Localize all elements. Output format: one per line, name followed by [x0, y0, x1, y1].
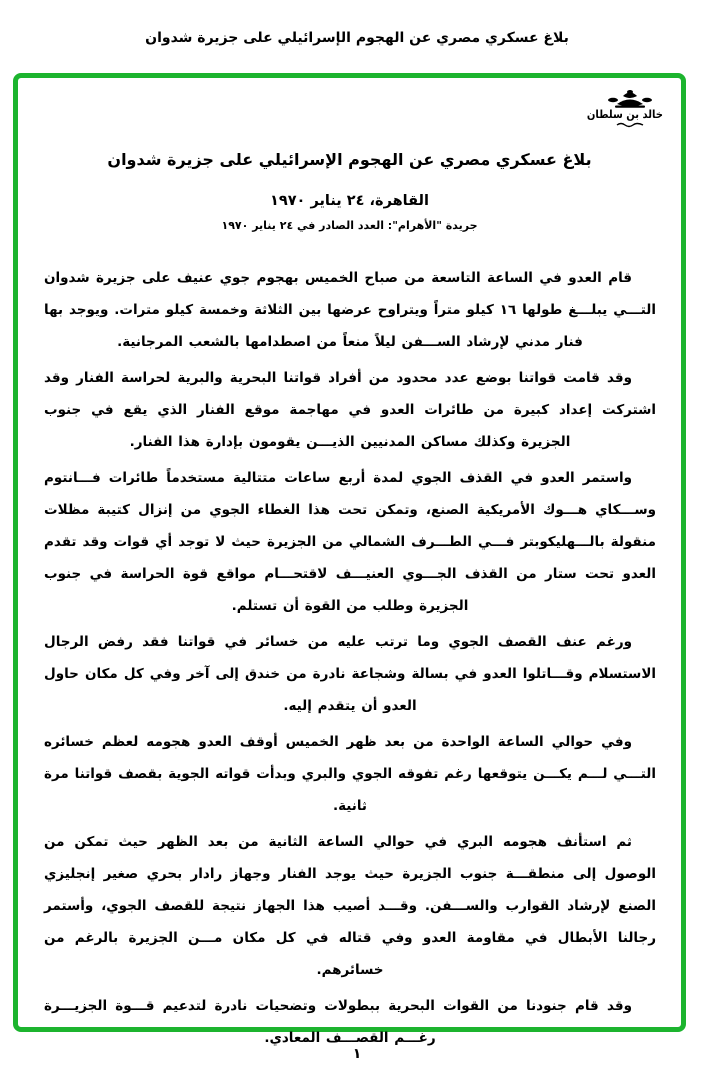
body-paragraph: ثم استأنف هجومه البري في حوالي الساعة الثانية من بعد الظهر حيث تمكن من الوصول إلى منطقـــة جنوب الجزيرة حيث يوجد الفنار وجهاز رادار بحري صغير إنجليزي الصنع لإرشاد القوارب والســـفن. وقـــد أصيب هذا الجهاز نتيجة للقصف الجوي، وأستمر رجالنا الأبطال في مقاومة العدو وفي قتاله في كل مكان مـــن الجزيرة بالرغم من خسائرهم.: [44, 834, 656, 978]
body-paragraph: وقد قامت قواتنا بوضع عدد محدود من أفراد قواتنا البحرية والبرية لحراسة الفنار وقد اشتركت إعداد كبيرة من طائرات العدو في مهاجمة موقع الفنار الذي يقع في جنوب الجزيرة وكذلك مساكن المدنيين الذيـــن يقومون بإدارة هذا الفنار.: [44, 370, 656, 450]
body-paragraph: واستمر العدو في القذف الجوي لمدة أربع ساعات متتالية مستخدماً طائرات فـــانتوم وســـكاي هـــوك الأمريكية الصنع، وتمكن تحت هذا الغطاء الجوي من إنزال كتيبة مظلات منقولة بالـــهليكوبتر فـــي الطـــرف الشمالي من الجزيرة حيث لا توجد أي قوات وقد تقدم العدو تحت ستار من القذف الجـــوي العنيـــف لاقتحـــام مواقع قوة الحراسة في جنوب الجزيرة وطلب من القوة أن تستلم.: [44, 470, 656, 614]
body-paragraph: وقد قام جنودنا من القوات البحرية ببطولات وتضحيات نادرة لتدعيم قـــوة الجزيـــرة رغـــم القصـــف المعادي.: [44, 998, 632, 1046]
body-paragraph: وفي حوالي الساعة الواحدة من بعد ظهر الخميس أوقف العدو هجومه لعظم خسائره التـــي لـــم يكـــن يتوقعها رغم تفوقه الجوي والبري وبدأت قواته الجوية بقصف قواتنا مرة ثانية.: [44, 734, 656, 814]
page-header-title: بلاغ عسكري مصري عن الهجوم الإسرائيلي على جزيرة شدوان: [145, 30, 569, 46]
emblem-name-text: خالد بن سلطان: [586, 109, 663, 122]
emblem-crest-icon: [603, 88, 657, 110]
khaled-bin-sultan-emblem: [586, 88, 663, 128]
document-source-line: جريدة "الأهرام": العدد الصادر في ٢٤ يناير ١٩٧٠: [221, 219, 478, 232]
page-number: ١: [352, 1046, 362, 1062]
document-dateline: القاهرة، ٢٤ يناير ١٩٧٠: [270, 193, 429, 209]
body-paragraph: ورغم عنف القصف الجوي وما ترتب عليه من خسائر في قواتنا فقد رفض الرجال الاستسلام وقـــاتلوا العدو في بسالة وشجاعة نادرة من خندق إلى آخر وفي كل مكان حاول العدو أن يتقدم إليه.: [44, 634, 656, 714]
document-body: [44, 262, 656, 1054]
document-border-frame: [13, 73, 686, 1046]
emblem-subtext-flourish-icon: [615, 122, 645, 128]
body-paragraph: قام العدو في الساعة التاسعة من صباح الخميس بهجوم جوي عنيف على جزيرة شدوان التـــي يبلـــغ طولها ١٦ كيلو متراً ويتراوح عرضها بين الثلاثة وخمسة كيلو مترات. ويوجد بها فنار مدني لإرشاد الســـفن ليلاً منعاً من اصطدامها بالشعب المرجانية.: [44, 270, 656, 350]
document-title: بلاغ عسكري مصري عن الهجوم الإسرائيلي على جزيرة شدوان: [107, 150, 592, 169]
